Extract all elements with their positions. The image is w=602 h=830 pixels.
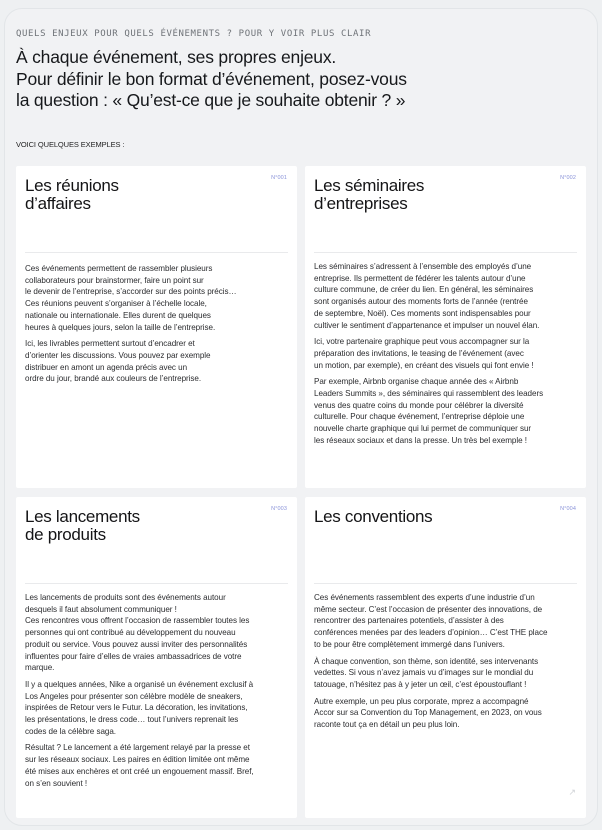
text-line: un motion, par exemple), en créant des visuels qui font envie ! [314,360,534,370]
text-line: raconte tout ça en détail un peu plus loin. [314,720,460,730]
card-number: N°004 [560,506,576,512]
card-body [25,592,289,794]
text-line: entreprise. Ils permettent de fédérer les talents autour d’une [314,273,526,283]
card-conventions [305,497,586,818]
text-line: préparation des invitations, le teasing de l’événement (avec [314,348,524,358]
text-line: Ces événements permettent de rassembler plusieurs [25,264,213,273]
text-line: Ici, votre partenaire graphique peut vous accompagner sur la [314,337,530,347]
card-title-line: Les réunions [25,176,119,195]
card-product-launches [16,497,297,818]
text-line: conférences menées par des leaders d’opinion… C’est THE place [314,628,548,638]
card-title [314,508,432,526]
paragraph [314,592,578,651]
section-kicker: QUELS ENJEUX POUR QUELS ÉVÉNEMENTS ? POUR Y VOIR PLUS CLAIR [16,29,372,39]
text-line: on s’en souvient ! [25,778,88,788]
text-line: marque. [25,663,55,673]
card-number: N°002 [560,175,576,181]
text-line: culturelle. Pour chaque événement, l’entreprise déploie une [314,412,525,422]
text-line: desquels il faut absolument communiquer ! [25,604,177,614]
text-line: Ces rencontres vous offrent l’occasion de rassembler toutes les [25,616,250,626]
card-title-line: d’entreprises [314,194,408,213]
card-title [314,177,424,213]
card-title-line: d’affaires [25,194,91,213]
card-divider [25,583,288,584]
text-line: nationale ou internationale. Elles durent de quelques [25,310,211,320]
text-line: Autre exemple, un peu plus corporate, mprez a accompagné [314,696,529,706]
text-line: Leaders Summits », des séminaires qui rassemblent des leaders [314,389,544,399]
paragraph [314,376,578,446]
text-line: de septembre, Noël). Ces moments sont indispensables pour [314,308,531,318]
text-line: Accor sur sa Convention du Top Management, en 2023, on vous [314,708,542,718]
text-line: Los Angeles pour présenter son célèbre modèle de sneakers, [25,691,243,701]
text-line: les réseaux sociaux et dans la presse. Un très bel exemple ! [314,435,527,445]
text-line: été mises aux enchères et ont créé un engouement massif. Bref, [25,766,254,776]
text-line: ordre du jour, brandé aux couleurs de l’entreprise. [25,374,202,384]
paragraph [25,742,289,789]
text-line: Résultat ? Le lancement a été largement relayé par la presse et [25,743,250,753]
text-line: sur les réseaux sociaux. Les paires en édition limitée ont même [25,755,250,765]
card-title [25,177,119,213]
text-line: Ici, les livrables permettent surtout d’encadrer et [25,339,195,349]
text-line: personnes qui ont contribué au développement du nouveau [25,628,236,638]
card-body [25,263,289,390]
text-line: nouvelle charte graphique qui lui permet de communiquer sur [314,424,532,434]
page-headline [16,47,436,112]
text-line: tatouage, n’hésitez pas à y jeter un œil, c’est époustouflant ! [314,679,527,689]
headline-line: À chaque événement, ses propres enjeux. [16,47,337,67]
paragraph [25,263,289,333]
headline-line: Pour définir le bon format d’événement, posez-vous [16,68,407,89]
text-line: Ces événements rassemblent des experts d’une industrie d’un [314,593,535,602]
arrow-icon: ↗ [568,787,576,797]
card-body [314,592,578,736]
text-line: Il y a quelques années, Nike a organisé un événement exclusif à [25,679,254,689]
card-title-line: Les séminaires [314,176,425,195]
text-line: inspirées de Retour vers le Futur. La décoration, les invitations, [25,703,248,713]
text-line: d’orienter les discussions. Vous pouvez par exemple [25,350,211,360]
card-title-line: Les lancements [25,507,140,526]
text-line: le devenir de l’entreprise, s’accorder sur des points précis… [25,287,237,297]
text-line: codes de la célèbre saga. [25,726,116,736]
paragraph [25,679,289,738]
paragraph [314,336,578,371]
text-line: collaborateurs pour brainstormer, faire un point sur [25,275,204,285]
text-line: produit ou service. Vous pouvez aussi inviter des personnalités [25,639,248,649]
card-business-meetings [16,166,297,488]
card-body [314,261,578,452]
paragraph [314,696,578,731]
card-number: N°001 [271,175,287,181]
text-line: les présentations, le dress code… tout l’univers reprenait les [25,715,239,725]
headline-line: la question : « Qu’est-ce que je souhaite obtenir ? » [16,90,406,110]
card-number: N°003 [271,506,287,512]
text-line: Par exemple, Airbnb organise chaque année des « Airbnb [314,377,519,387]
paragraph [25,338,289,385]
text-line: À chaque convention, son thème, son identité, ses intervenants [314,656,539,666]
examples-label: VOICI QUELQUES EXEMPLES : [16,140,125,149]
text-line: cultiver le sentiment d’appartenance et impulser un nouvel élan. [314,320,540,330]
text-line: Les lancements de produits sont des événements autour [25,593,226,602]
card-company-seminars [305,166,586,488]
text-line: Les séminaires s’adressent à l’ensemble des employés d’une [314,262,532,271]
paragraph [314,656,578,691]
text-line: influentes pour faire d’elles de vraies ambassadrices de votre [25,651,242,661]
text-line: venus des quatre coins du monde pour célébrer la diversité [314,400,524,410]
text-line: distribuer en amont un agenda précis avec un [25,362,188,372]
paragraph [25,592,289,674]
text-line: même secteur. C’est l’occasion de présenter des innovations, de [314,604,543,614]
text-line: sont organisés autour des moments forts de l’année (rentrée [314,297,528,307]
card-title-line: de produits [25,525,106,544]
text-line: rencontrer des partenaires potentiels, d’assister à des [314,616,504,626]
card-title-line: Les conventions [314,507,433,526]
text-line: to be pour être complètement immergé dans l’univers. [314,639,505,649]
text-line: Ces réunions peuvent s’organiser à l’échelle locale, [25,299,207,309]
card-divider [25,252,288,253]
card-divider [314,583,577,584]
paragraph [314,261,578,331]
text-line: culture commune, de créer du lien. En général, les séminaires [314,285,534,295]
card-title [25,508,140,544]
card-divider [314,252,577,253]
text-line: heures à quelques jours, selon la taille de l’entreprise. [25,322,216,332]
text-line: vedettes. Si vous n’avez jamais vu d’images sur le mondial du [314,668,534,678]
